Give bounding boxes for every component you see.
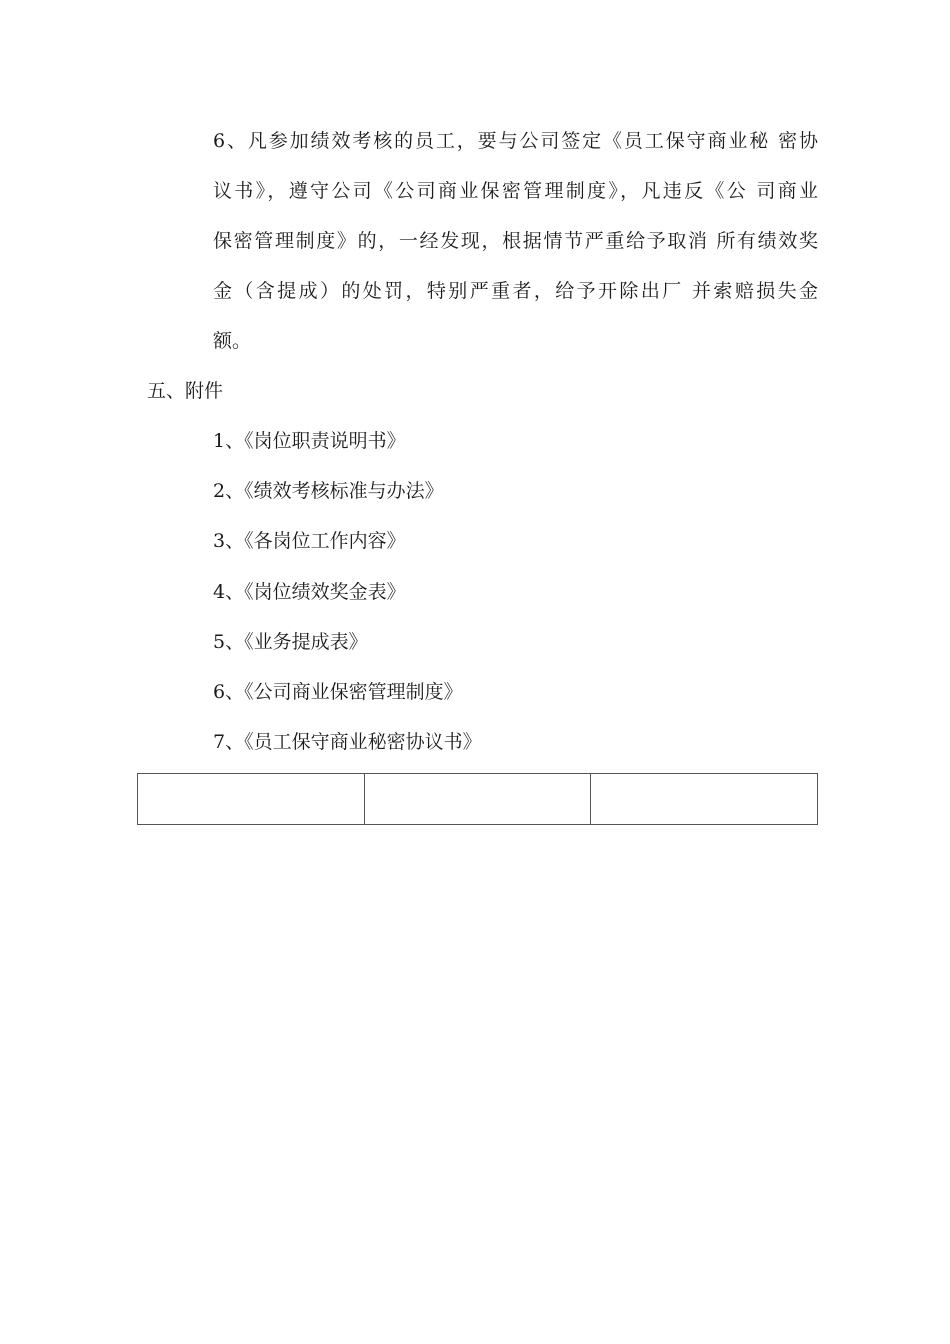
empty-table xyxy=(137,773,818,825)
list-item: 5、《业务提成表》 xyxy=(213,631,368,653)
paragraph-line: 金（含提成）的处罚，特别严重者，给予开除出厂 并索赔损失金 xyxy=(213,280,818,302)
table-cell xyxy=(364,774,591,825)
list-item: 6、《公司商业保密管理制度》 xyxy=(213,681,463,703)
list-item: 2、《绩效考核标准与办法》 xyxy=(213,480,444,502)
list-item: 1、《岗位职责说明书》 xyxy=(213,430,406,452)
table-cell xyxy=(138,774,365,825)
paragraph-line: 议书》，遵守公司《公司商业保密管理制度》，凡违反《公 司商业 xyxy=(213,180,818,202)
paragraph-line: 6、凡参加绩效考核的员工，要与公司签定《员工保守商业秘 密协 xyxy=(213,130,818,152)
list-item: 7、《员工保守商业秘密协议书》 xyxy=(213,731,482,753)
list-item: 4、《岗位绩效奖金表》 xyxy=(213,581,406,603)
table-cell xyxy=(591,774,818,825)
paragraph-line: 保密管理制度》的，一经发现，根据情节严重给予取消 所有绩效奖 xyxy=(213,230,818,252)
section-heading: 五、附件 xyxy=(147,380,224,402)
list-item: 3、《各岗位工作内容》 xyxy=(213,530,406,552)
table-row xyxy=(138,774,818,825)
paragraph-line: 额。 xyxy=(213,330,252,352)
